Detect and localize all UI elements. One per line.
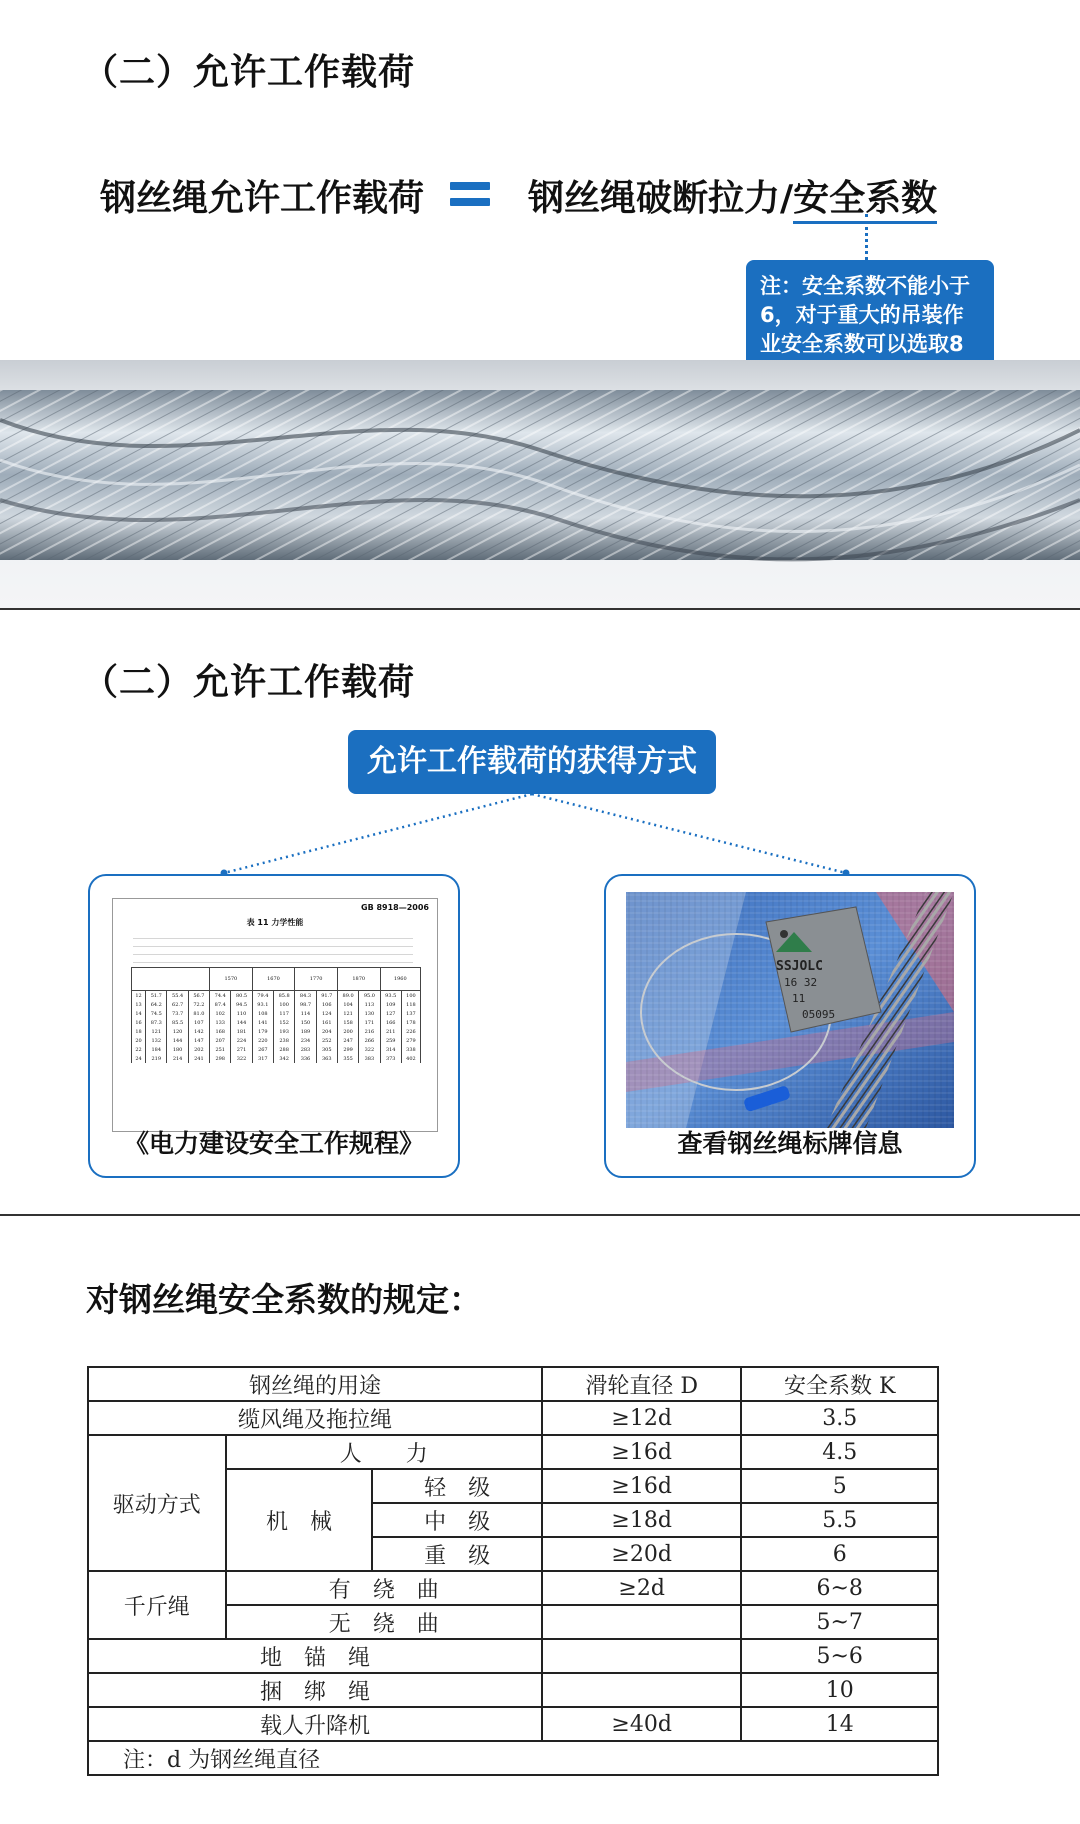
doc-cell: 79.4 (252, 991, 273, 1001)
doc-cell: 16 (132, 1018, 146, 1027)
doc-cell: 363 (316, 1054, 337, 1063)
doc-cell: 305 (316, 1045, 337, 1054)
doc-cell: 180 (167, 1045, 188, 1054)
table-row (88, 1571, 938, 1605)
doc-cell: 322 (231, 1054, 252, 1063)
doc-cell: 130 (359, 1009, 380, 1018)
doc-cell: 383 (359, 1054, 380, 1063)
doc-row (132, 1009, 421, 1018)
doc-cell: 84.3 (295, 991, 316, 1001)
cell-k: 5~6 (741, 1639, 938, 1673)
doc-cell: 214 (167, 1054, 188, 1063)
cell-use: 重 级 (372, 1537, 542, 1571)
table-row (88, 1435, 938, 1469)
cell-subgroup: 机 械 (226, 1469, 373, 1571)
cell-use: 捆 绑 绳 (88, 1673, 542, 1707)
table-note-row (88, 1741, 938, 1775)
table-row (88, 1639, 938, 1673)
connector-line (865, 214, 868, 260)
note-line: 注：安全系数不能小于 (760, 274, 970, 298)
doc-cell: 184 (146, 1045, 167, 1054)
doc-cell: 168 (210, 1027, 231, 1036)
doc-row (132, 1018, 421, 1027)
doc-cell: 279 (401, 1036, 420, 1045)
doc-cell: 20 (132, 1036, 146, 1045)
doc-cell: 94.5 (231, 1000, 252, 1009)
doc-cell: 137 (401, 1009, 420, 1018)
cell-k: 10 (741, 1673, 938, 1707)
doc-cell: 87.4 (210, 1000, 231, 1009)
tag-text: SSJOLC (776, 959, 823, 974)
doc-cell: 124 (316, 1009, 337, 1018)
doc-cell: 109 (380, 1000, 401, 1009)
doc-cell: 317 (252, 1054, 273, 1063)
doc-cell: 87.3 (146, 1018, 167, 1027)
doc-grade: 1670 (252, 968, 295, 991)
doc-cell: 200 (337, 1027, 358, 1036)
doc-grade: 1570 (210, 968, 253, 991)
cell-use: 缆风绳及拖拉绳 (88, 1401, 542, 1435)
cell-k: 5.5 (741, 1503, 938, 1537)
doc-cell: 179 (252, 1027, 273, 1036)
note-line: 6，对于重大的吊装作 (760, 303, 964, 327)
doc-cell: 91.7 (316, 991, 337, 1001)
header-k: 安全系数 K (741, 1367, 938, 1401)
doc-cell: 114 (295, 1009, 316, 1018)
safety-factor-table (87, 1366, 939, 1776)
section-title: （二）允许工作载荷 (82, 52, 416, 93)
doc-cell: 117 (274, 1009, 295, 1018)
doc-cell: 204 (316, 1027, 337, 1036)
doc-cell: 118 (401, 1000, 420, 1009)
card-regulation (88, 874, 460, 1178)
doc-cell: 288 (274, 1045, 295, 1054)
doc-cell: 93.1 (252, 1000, 273, 1009)
cell-k: 6~8 (741, 1571, 938, 1605)
doc-cell: 211 (380, 1027, 401, 1036)
note-line: 业安全系数可以选取8 (760, 332, 964, 356)
cell-k: 3.5 (741, 1401, 938, 1435)
doc-row (132, 1027, 421, 1036)
doc-cell: 266 (359, 1036, 380, 1045)
doc-cell: 338 (401, 1045, 420, 1054)
doc-cell: 13 (132, 1000, 146, 1009)
doc-cell: 73.7 (167, 1009, 188, 1018)
doc-cell: 120 (167, 1027, 188, 1036)
doc-cell: 121 (146, 1027, 167, 1036)
tag-text: 05095 (802, 1008, 836, 1021)
doc-cell: 74.5 (146, 1009, 167, 1018)
doc-cell: 220 (252, 1036, 273, 1045)
cell-use: 载人升降机 (88, 1707, 542, 1741)
doc-cell: 150 (295, 1018, 316, 1027)
doc-cell: 55.4 (167, 991, 188, 1001)
doc-cell: 93.5 (380, 991, 401, 1001)
doc-cell: 342 (274, 1054, 295, 1063)
doc-cell: 189 (295, 1027, 316, 1036)
section-title: （二）允许工作载荷 (82, 662, 416, 703)
cell-d (542, 1639, 742, 1673)
doc-cell: 247 (337, 1036, 358, 1045)
doc-table (131, 967, 421, 1063)
cell-group: 千斤绳 (88, 1571, 226, 1639)
standard-document-image (112, 898, 438, 1132)
doc-cell: 144 (167, 1036, 188, 1045)
doc-cell: 251 (210, 1045, 231, 1054)
panel-rules (0, 1216, 1080, 1824)
doc-cell: 322 (359, 1045, 380, 1054)
rules-title: 对钢丝绳安全系数的规定： (86, 1280, 482, 1319)
table-note: 注：d 为钢丝绳直径 (88, 1741, 938, 1775)
doc-cell: 62.7 (167, 1000, 188, 1009)
doc-cell: 121 (337, 1009, 358, 1018)
cell-k: 14 (741, 1707, 938, 1741)
doc-cell: 51.7 (146, 991, 167, 1001)
cell-d: ≥16d (542, 1469, 742, 1503)
doc-cell: 110 (231, 1009, 252, 1018)
doc-grade: 1770 (295, 968, 338, 991)
doc-cell: 132 (146, 1036, 167, 1045)
cell-d: ≥40d (542, 1707, 742, 1741)
doc-cell: 100 (274, 1000, 295, 1009)
doc-cell: 224 (231, 1036, 252, 1045)
table-row (88, 1707, 938, 1741)
doc-cell: 95.0 (359, 991, 380, 1001)
panel-methods (0, 610, 1080, 1216)
wire-rope-photo (0, 360, 1080, 608)
card-label: 《电力建设安全工作规程》 (123, 1129, 424, 1158)
cell-use: 中 级 (372, 1503, 542, 1537)
doc-cell: 336 (295, 1054, 316, 1063)
cell-d: ≥16d (542, 1435, 742, 1469)
doc-cell: 402 (401, 1054, 420, 1063)
cell-k: 5~7 (741, 1605, 938, 1639)
doc-cell: 113 (359, 1000, 380, 1009)
doc-cell: 161 (316, 1018, 337, 1027)
formula-right-b: 安全系数 (793, 178, 937, 224)
doc-cell: 355 (337, 1054, 358, 1063)
doc-cell: 102 (210, 1009, 231, 1018)
doc-cell: 283 (295, 1045, 316, 1054)
cell-d (542, 1673, 742, 1707)
doc-cell: 216 (359, 1027, 380, 1036)
doc-cell: 373 (380, 1054, 401, 1063)
cell-use: 有 绕 曲 (226, 1571, 542, 1605)
doc-cell: 234 (295, 1036, 316, 1045)
doc-cell: 24 (132, 1054, 146, 1063)
cell-d: ≥18d (542, 1503, 742, 1537)
doc-cell: 12 (132, 991, 146, 1001)
doc-cell: 98.7 (295, 1000, 316, 1009)
doc-cell: 267 (252, 1045, 273, 1054)
doc-cell: 85.5 (167, 1018, 188, 1027)
doc-cell: 108 (252, 1009, 273, 1018)
doc-cell: 178 (401, 1018, 420, 1027)
rope-tag-photo (626, 892, 954, 1128)
doc-grade: 1960 (380, 968, 420, 991)
formula-left: 钢丝绳允许工作载荷 (100, 178, 425, 219)
doc-header-row (132, 968, 421, 991)
doc-cell: 85.8 (274, 991, 295, 1001)
doc-cell: 152 (274, 1018, 295, 1027)
doc-row (132, 991, 421, 1001)
doc-caption: 表 11 力学性能 (246, 918, 304, 927)
doc-cell: 142 (188, 1027, 209, 1036)
doc-cell: 127 (380, 1009, 401, 1018)
header-use: 钢丝绳的用途 (88, 1367, 542, 1401)
doc-cell: 81.0 (188, 1009, 209, 1018)
doc-cell: 226 (401, 1027, 420, 1036)
cell-d: ≥12d (542, 1401, 742, 1435)
doc-cell: 104 (337, 1000, 358, 1009)
doc-row (132, 1000, 421, 1009)
cell-use: 人 力 (226, 1435, 542, 1469)
doc-cell: 144 (231, 1018, 252, 1027)
doc-cell: 22 (132, 1045, 146, 1054)
table-row (88, 1673, 938, 1707)
doc-cell: 89.0 (337, 991, 358, 1001)
card-label: 查看钢丝绳标牌信息 (677, 1129, 903, 1158)
cell-d (542, 1605, 742, 1639)
doc-cell: 106 (316, 1000, 337, 1009)
doc-cell: 299 (337, 1045, 358, 1054)
tag-text: 11 (792, 992, 806, 1005)
card-tag (604, 874, 976, 1178)
safety-factor-note (746, 260, 994, 368)
doc-cell: 158 (337, 1018, 358, 1027)
doc-cell: 18 (132, 1027, 146, 1036)
doc-cell: 252 (316, 1036, 337, 1045)
doc-grade: 1870 (337, 968, 380, 991)
doc-cell: 64.2 (146, 1000, 167, 1009)
doc-row (132, 1054, 421, 1063)
panel-formula (0, 0, 1080, 610)
doc-cell: 133 (210, 1018, 231, 1027)
table-header-row (88, 1367, 938, 1401)
doc-cell: 100 (401, 991, 420, 1001)
doc-cell: 298 (210, 1054, 231, 1063)
method-label-box: 允许工作载荷的获得方式 (348, 730, 716, 794)
doc-cell: 147 (188, 1036, 209, 1045)
doc-code: GB 8918—2006 (361, 903, 429, 912)
header-d: 滑轮直径 D (542, 1367, 742, 1401)
doc-cell: 80.5 (231, 991, 252, 1001)
cell-group: 驱动方式 (88, 1435, 226, 1571)
doc-row (132, 1045, 421, 1054)
cell-use: 轻 级 (372, 1469, 542, 1503)
doc-cell: 202 (188, 1045, 209, 1054)
cell-d: ≥20d (542, 1537, 742, 1571)
cell-k: 6 (741, 1537, 938, 1571)
doc-cell: 207 (210, 1036, 231, 1045)
formula-right (528, 170, 937, 221)
cell-k: 4.5 (741, 1435, 938, 1469)
doc-cell: 241 (188, 1054, 209, 1063)
cell-use: 地 锚 绳 (88, 1639, 542, 1673)
doc-cell: 181 (231, 1027, 252, 1036)
cell-use: 无 绕 曲 (226, 1605, 542, 1639)
doc-cell: 193 (274, 1027, 295, 1036)
doc-row (132, 1036, 421, 1045)
doc-cell: 141 (252, 1018, 273, 1027)
table-row (88, 1401, 938, 1435)
doc-cell: 314 (380, 1045, 401, 1054)
doc-cell: 219 (146, 1054, 167, 1063)
doc-cell: 74.4 (210, 991, 231, 1001)
doc-cell: 166 (380, 1018, 401, 1027)
tag-text: 16 32 (784, 976, 818, 989)
doc-cell: 107 (188, 1018, 209, 1027)
doc-cell: 259 (380, 1036, 401, 1045)
doc-cell: 271 (231, 1045, 252, 1054)
doc-cell: 171 (359, 1018, 380, 1027)
equals-sign (450, 182, 490, 206)
doc-cell: 56.7 (188, 991, 209, 1001)
formula-right-a: 钢丝绳破断拉力/ (528, 178, 794, 219)
cell-k: 5 (741, 1469, 938, 1503)
connector-lines (0, 610, 1080, 910)
cell-d: ≥2d (542, 1571, 742, 1605)
doc-cell: 14 (132, 1009, 146, 1018)
doc-cell: 238 (274, 1036, 295, 1045)
doc-cell: 72.2 (188, 1000, 209, 1009)
